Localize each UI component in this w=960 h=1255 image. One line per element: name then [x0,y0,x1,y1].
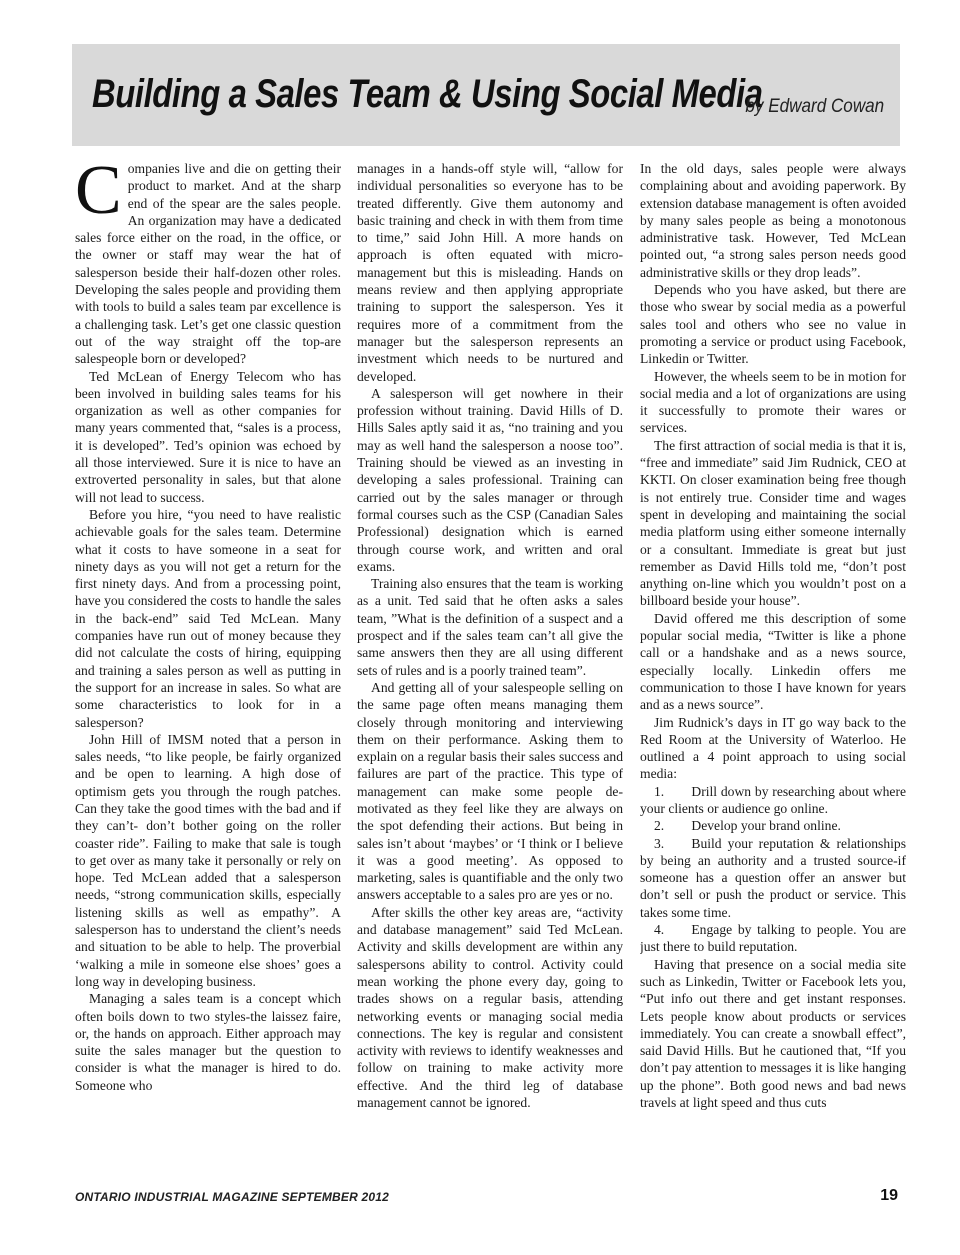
paragraph-text: ompanies live and die on getting their product to market. And at the sharp end of the spear are the sales people. An organization may have a dedicated sales force either on the road, in the office, or the owner or staff may wear the hat of salesperson beside their half-dozen other roles. Developing the sales people and providing them with tools to build a sales team par excellence is a challenging task. Let’s get one classic question out of the way straight off the top-are salespeople born or developed? [75,161,341,367]
paragraph: Depends who you have asked, but there are those who swear by social media as a powerful sales tool and others who see no value in promoting a service or product using Facebook, Linkedin or Twitter. [640,282,906,367]
paragraph: Before you hire, “you need to have realistic achievable goals for the sales team. Determine what it costs to have someone in a seat for ninety days as you will not get a return for the first ninety days. And from a processing point, have you considered the costs to handle the sales in the back-end” said Ted McLean. Many companies have run out of money because they did not calculate the costs of hiring, equipping and training a sales person as well as putting in the support for an increase in sales. So what are some characteristics to look for in a salesperson? [75,506,341,730]
page-number: 19 [880,1187,898,1204]
article-title: Building a Sales Team & Using Social Media [92,72,763,116]
text-column-1 [75,160,341,1180]
text-column-2 [357,160,623,1180]
paragraph: manages in a hands-off style will, “allow for individual personalities so everyone has to be treated differently. Give them autonomy and basic training and check in with them from time to time,” said John Hill. A more hands on approach is often equated with micro-management but this is misleading. Hands on means review and then applying appropriate training to support the salesperson. Yes it requires more of a commitment from the manager but the salesperson represents an investment which needs to be nurtured and developed. [357,161,623,384]
paragraph: In the old days, sales people were always complaining about and avoiding paperwork. By extension database management is often avoided by many sales people as being a monotonous administrative task. However, Ted McLean pointed out, “a strong sales person needs good administrative skills or they drop leads”. [640,161,906,280]
paragraph: Jim Rudnick’s days in IT go way back to the Red Room at the University of Waterloo. He outlined a 4 point approach to using social media: [640,714,906,782]
paragraph: However, the wheels seem to be in motion for social media and a lot of organizations are using it successfully to promote their wares or services. [640,368,906,436]
list-item: 2. Develop your brand online. [654,818,841,834]
paragraph: David offered me this description of some popular social media, “Twitter is like a phone call or a handshake and as a news source, especially locally. Linkedin offers me communication to those I have known for years and as a news source”. [640,610,906,713]
list-item: 1. Drill down by researching about where your clients or audience go online. [640,783,906,816]
publication-footer: ONTARIO INDUSTRIAL MAGAZINE SEPTEMBER 2012 [75,1190,389,1204]
paragraph: John Hill of IMSM noted that a person in sales needs, “to like people, be fairly organized and be open to learning. A high dose of optimism gets you through the rough patches. Can they take the good times with the bad and if they can’t- don’t bother going on the roller coaster ride”. Failing to make that sale is tough to get over as many take it personally or rely on hope. Ted McLean added that a salesperson needs, “strong communication skills, especially listening skills as well as empathy”. A salesperson has to understand the client’s needs and situation to be able to help. The proverbial ‘walking a mile in someone else shoes’ goes a long way in developing business. [75,731,341,989]
article-byline: by Edward Cowan [745,96,884,117]
drop-cap: C [75,160,122,229]
title-banner [72,44,900,146]
paragraph: Training also ensures that the team is working as a unit. Ted said that he often asks a sales team, ”What is the definition of a suspect and a prospect and if the sales team can’t all give the same answers then they are all using different sets of rules and is a poorly trained team”. [357,576,623,678]
paragraph: And getting all of your salespeople selling on the same page often means managing them closely through monitoring and interviewing them on their performance. Asking them to explain on a regular basis their sales success and failures are part of the practice. This type of management can make some people de-motivated as they feel like they are always on the spot defending their actions. But being in sales isn’t about ‘maybes’ or ‘I think or I believe it was a good meeting’. As opposed to marketing, sales is quantifiable and the only two answers acceptable to a sales pro are yes or no. [357,679,623,903]
list-item: 3. Build your reputation & relationships by being an authority and a trusted source-if someone has a question offer an answer but don’t sell or push the product or service. This takes some time. [640,835,906,920]
paragraph: The first attraction of social media is that it is, “free and immediate” said Jim Rudnick, CEO at KKTI. On closer examination being free though is not entirely true. Consider time and wages spent in developing and maintaining the social media platform using either someone internally or a consultant. Immediate is great but just remember as David Hills told me, “don’t post anything on-line which you wouldn’t post on a billboard beside your house”. [640,437,906,609]
paragraph: Managing a sales team is a concept which often boils down to two styles-the laissez faire, or, the hands on approach. Either approach may suite the sales manager but the question to consider is what the manager is hired to do. Someone who [75,991,341,1093]
paragraph [75,160,341,368]
paragraph: After skills the other key areas are, “activity and database management” said Ted McLean. Activity and skills development are within any salespersons ability to control. Activity could mean working the phone every day, going to trades shows on a regular basis, attending networking events or managing social media connections. The key is regular and consistent activity with reviews to identify weaknesses and follow on training to make activity more effective. And the third leg of database management cannot be ignored. [357,904,623,1111]
list-item: 4. Engage by talking to people. You are just there to build reputation. [640,922,906,955]
paragraph: Having that presence on a social media site such as Linkedin, Twitter or Facebook lets you, “Put info out there and get instant responses. Lets people know about products or services immediately. You can create a snowball effect”, said David Hills. But he cautioned that, “If you don’t pay attention to messages it is like hanging up the phone”. Both good news and bad news travels at light speed and thus cuts [640,956,906,1111]
text-column-3 [640,160,906,1180]
paragraph: Ted McLean of Energy Telecom who has been involved in building sales teams for his organization as well as other companies for many years commented that, “sales is a process, it is developed”. Ted’s opinion was echoed by all those interviewed. Sure it is nice to have an extroverted personality in sales, but that alone will not lead to success. [75,368,341,505]
paragraph: A salesperson will get nowhere in their profession without training. David Hills of D. Hills Sales aptly said it as, “no training and you may as well hand the salesperson a noose too”. Training should be viewed as an investing in developing a sales professional. Training can carried out by the sales manager or through formal courses such as the CSP (Canadian Sales Professional) designation which is earned through course work, and written and oral exams. [357,385,623,574]
